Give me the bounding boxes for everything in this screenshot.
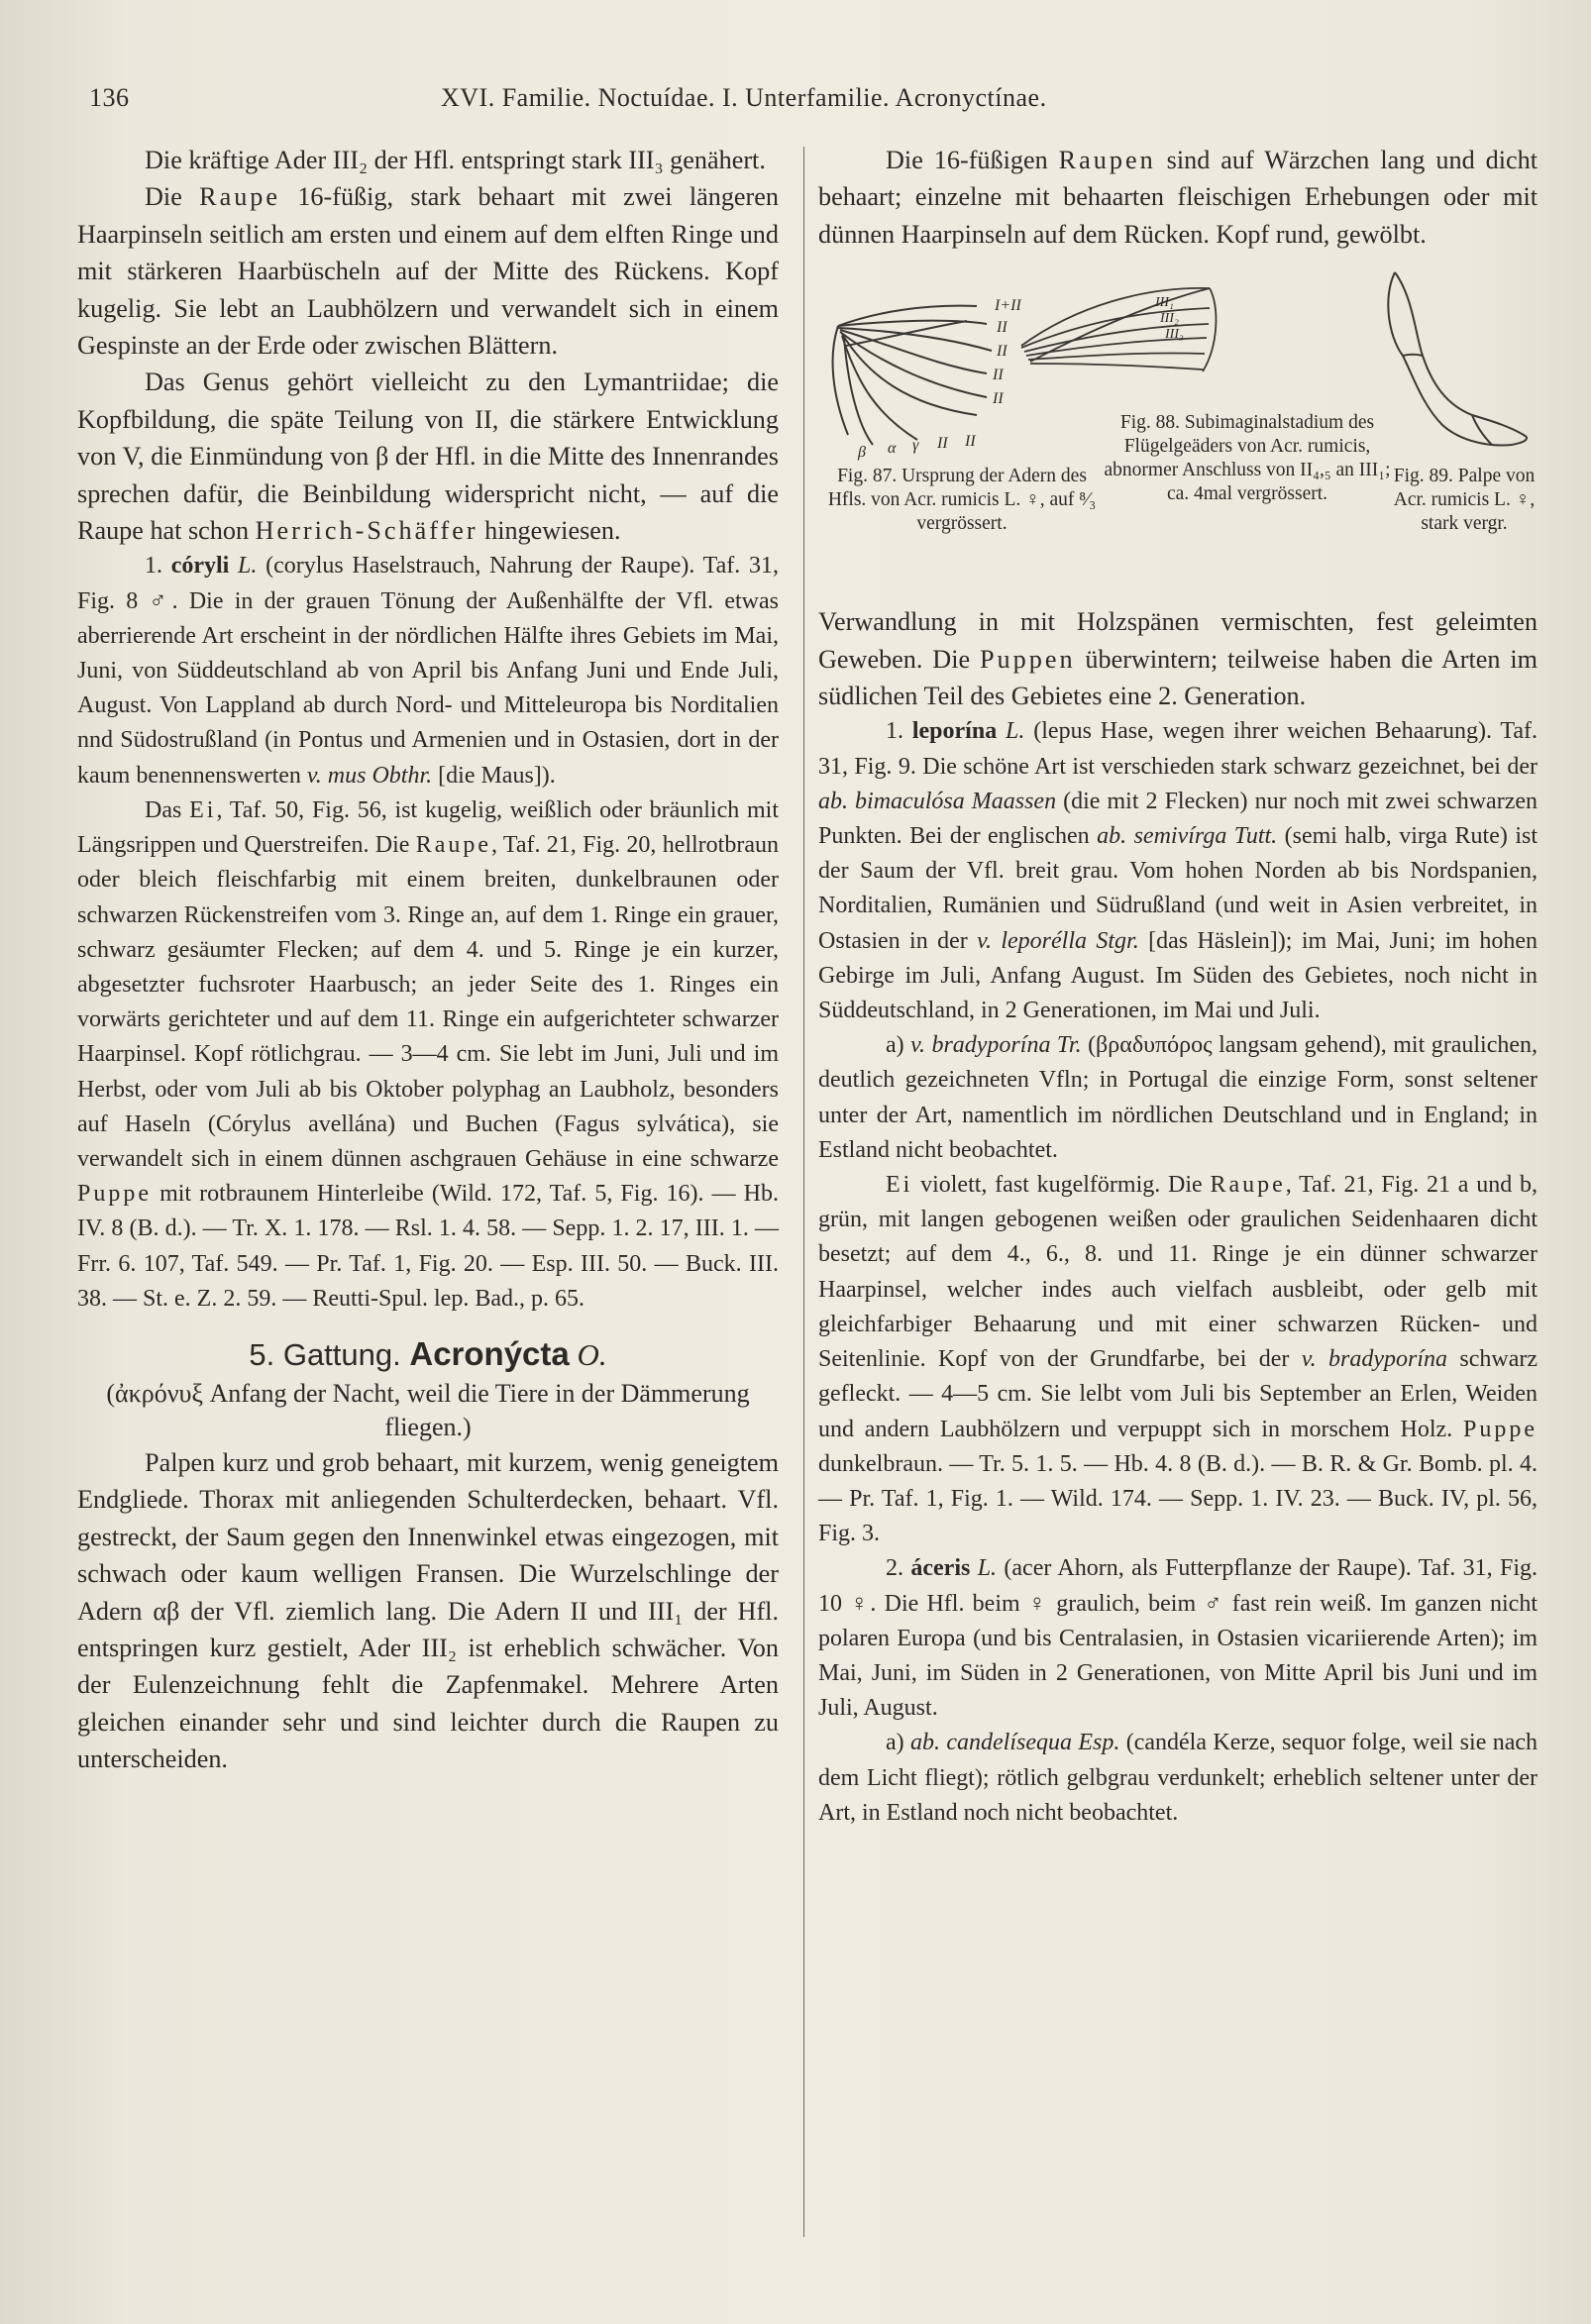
- svg-text:III₃: III₃: [1165, 327, 1184, 343]
- running-title: XVI. Familie. Noctuídae. I. Unterfamilie. Acronyctínae.: [441, 83, 1047, 112]
- svg-text:I+II: I+II: [995, 297, 1021, 315]
- figure-89-caption: Fig. 89. Palpe von Acr. rumicis L. ♀, stark vergr.: [1393, 466, 1536, 535]
- species-aceris: 2. áceris L. (acer Ahorn, als Futterpflanze der Raupe). Taf. 31, Fig. 10 ♀. Die Hfl. beim ♀ graulich, beim ♂ fast rein weiß. Im ganzen nicht polaren Europa (und bis Centralasien, in Ostasien vicariierende Arten); im Mai, Juni, im Süden in 2 Generationen, von Mitte April bis Juni und im Juli, August.: [818, 1555, 1538, 1722]
- variety-bradyporina: a) v. bradyporína Tr. (βραδυπόρος langsam gehend), mit graulichen, deutlich gezeichneten Vfln; in Portugal die einzige Form, sonst seltener unter der Art, namentlich im nördlichen Deutschland und in England; in Estland nicht beobachtet.: [818, 1032, 1538, 1163]
- svg-text:II: II: [997, 343, 1008, 361]
- variety-name: v. mus Obthr.: [306, 762, 433, 789]
- aberration-candelisequa: a) ab. candelísequa Esp. (candéla Kerze, sequor folge, weil sie nach dem Licht fliegt); rötlich gelbgrau verdunkelt; erheblich seltener unter der Art, in Estland noch nicht beobachtet.: [818, 1730, 1538, 1826]
- species-coryli: 1. córyli L. (corylus Haselstrauch, Nahrung der Raupe). Taf. 31, Fig. 8 ♂. Die in der grauen Tönung der Außenhälfte der Vfl. etwas aberrierende Art erscheint in der nördlichen Hälfte ihres Gebiets im Mai, Juni, von Süddeutschland ab von April bis Anfang Juni und Ende Juli, August. Von Lappland ab durch Nord- und Mitteleuropa bis Norditalien nnd Südostrußland (in Pontus und Armenien und in Ostasien, dort in der kaum benennenswerten v. mus Obthr. [die Maus]).: [77, 553, 779, 789]
- genus-heading: 5. Gattung. Acronýcta O.: [249, 1334, 607, 1372]
- figure-88-caption: Fig. 88. Subimaginalstadium des Flügelgeäders von Acr. rumicis, abnormer Anschluss von II₄,₅ an III₁; ca. 4mal vergrössert.: [1104, 412, 1391, 505]
- figure-87-venation: [833, 306, 992, 445]
- running-header: [89, 83, 1502, 123]
- figure-88-venation: [1021, 288, 1216, 371]
- svg-text:II: II: [993, 367, 1004, 384]
- genus-etymology: (ἀκρόνυξ Anfang der Nacht, weil die Tiere in der Dämmerung fliegen.): [106, 1378, 750, 1441]
- author-name: Herrich-Schäffer: [255, 516, 478, 546]
- paragraph-genus: Das Genus gehört vielleicht zu den Lymantriidae; die Kopfbildung, die späte Teilung von II, die stärkere Entwicklung von V, die Einmündung von β der Hfl. in die Mitte des Innenrandes sprechen dafür, die Beinbildung widerspricht nicht, — auf die Raupe hat schon Herrich-Schäffer hingewiesen.: [77, 368, 779, 546]
- svg-text:α: α: [888, 440, 897, 458]
- svg-text:β: β: [858, 444, 866, 462]
- right-column: [818, 142, 1538, 1831]
- column-divider: [803, 147, 804, 2237]
- paragraph-raupe: Die Raupe 16-füßig, stark behaart mit zwei längeren Haarpinseln seitlich am ersten und einem auf dem elften Ringe und mit stärkeren Haarbüscheln auf der Mitte des Rückens. Kopf kugelig. Sie lebt an Laubhölzern und verwandelt sich in einem Gespinste an der Erde oder zwischen Blättern.: [77, 182, 779, 361]
- page-number: 136: [89, 83, 130, 112]
- svg-text:II: II: [937, 435, 948, 453]
- svg-text:II: II: [993, 390, 1004, 408]
- paragraph-ader: Die kräftige Ader III₂ der Hfl. entspringt stark III₃ genähert.: [145, 146, 766, 174]
- species-name: leporína: [911, 718, 998, 745]
- svg-text:II: II: [997, 319, 1008, 337]
- paragraph-ei-coryli: Das Ei, Taf. 50, Fig. 56, ist kugelig, weißlich oder bräunlich mit Längsrippen und Querstreifen. Die Raupe, Taf. 21, Fig. 20, hellrotbraun oder bleich fleischfarbig mit einem breiten, dunkelbraunen oder schwarzen Rückenstreifen vom 3. Ringe an, auf dem 1. Ringe ein grauer, schwarz gesäumter Flecken; auf dem 4. und 5. Ringe je ein kurzer, abgesetzter fuchsroter Haarbusch; an jeder Seite des 1. Ringes ein vorwärts gerichteter und auf dem 11. Ringe ein aufgerichteter schwarzer Haarpinsel. Kopf rötlichgrau. — 3—4 cm. Sie lebt im Juni, Juli und im Herbst, oder vom Juli ab bis Oktober polyphag an Laubholz, besonders auf Haseln (Córylus avellána) und Buchen (Fagus sylvática), sie verwandelt sich in einem dünnen aschgrauen Gehäuse in eine schwarze Puppe mit rotbraunem Hinterleibe (Wild. 172, Taf. 5, Fig. 16). — Hb. IV. 8 (B. d.). — Tr. X. 1. 178. — Rsl. 1. 4. 58. — Sepp. 1. 2. 17, III. 1. — Frr. 6. 107, Taf. 549. — Pr. Taf. 1, Fig. 20. — Esp. III. 50. — Buck. III. 38. — St. e. Z. 2. 59. — Reutti-Spul. lep. Bad., p. 65.: [77, 796, 780, 1312]
- genus-name: Acronýcta: [409, 1334, 570, 1372]
- svg-text:γ: γ: [912, 437, 919, 455]
- species-name: córyli: [170, 553, 230, 580]
- left-column: [77, 142, 779, 1778]
- figure-89-palp: [1388, 272, 1527, 445]
- paragraph-ei-leporina: Ei violett, fast kugelförmig. Die Raupe, Taf. 21, Fig. 21 a und b, grün, mit langen gebogenen weißen oder graulichen Seidenhaaren dicht besetzt; auf dem 4., 6., 8. und 11. Ringe je ein dünner schwarzer Haarpinsel, welcher indes auch vielfach ausbleibt, oder gelb mit gleichfarbiger Behaarung und mit einer schwarzen Rücken- und Seitenlinie. Kopf von der Grundfarbe, bei der v. bradyporína schwarz gefleckt. — 4—5 cm. Sie lelbt vom Juli bis September an Erlen, Weiden und andern Laubhölzern und verpuppt sich in morschem Holz. Puppe dunkelbraun. — Tr. 5. 1. 5. — Hb. 4. 8 (B. d.). — B. R. & Gr. Bomb. pl. 4. — Pr. Taf. 1, Fig. 1. — Wild. 174. — Sepp. 1. IV. 23. — Buck. IV, pl. 56, Fig. 3.: [818, 1172, 1538, 1547]
- svg-text:III₂: III₂: [1160, 311, 1179, 327]
- species-name: áceris: [910, 1555, 971, 1582]
- figure-88-labels: [1154, 295, 1184, 342]
- species-leporina: 1. leporína L. (lepus Hase, wegen ihrer weichen Behaarung). Taf. 31, Fig. 9. Die schöne Art ist verschieden stark schwarz gezeichnet, bei der ab. bimaculósa Maassen (die mit 2 Flecken) nur noch mit zwei schwarzen Punkten. Bei der englischen ab. semivírga Tutt. (semi halb, virga Rute) ist der Saum der Vfl. breit grau. Vom hohen Norden ab bis Nordspanien, Norditalien, Rumänien und Südrußland (und weit in Asien verbreitet, in Ostasien in der v. leporélla Stgr. [das Häslein]); im Mai, Juni; im hohen Gebirge im Juli, Anfang August. Im Süden des Gebietes, noch nicht in Süddeutschland, in 2 Generationen, im Mai und Juli.: [818, 718, 1538, 1024]
- figure-group: [818, 266, 1538, 581]
- paragraph-raupen: Die 16-füßigen Raupen sind auf Wärzchen lang und dicht behaart; einzelne mit behaarten fleischigen Erhebungen oder mit dünnen Haarpinseln auf dem Rücken. Kopf rund, gewölbt.: [818, 146, 1538, 249]
- svg-text:II: II: [965, 433, 976, 451]
- paragraph-verwandlung: Verwandlung in mit Holzspänen vermischten, fest geleimten Geweben. Die Puppen überwintern; teilweise haben die Arten im südlichen Teil des Gebietes eine 2. Generation.: [818, 607, 1538, 711]
- svg-text:III₁: III₁: [1155, 295, 1174, 311]
- genus-description: Palpen kurz und grob behaart, mit kurzem, wenig geneigtem Endgliede. Thorax mit anliegenden Schulterdecken, behaart. Vfl. gestreckt, der Saum gegen den Innenwinkel etwas eingezogen, mit schwach oder kaum welligen Fransen. Die Wurzelschlinge der Adern αβ der Vfl. ziemlich lang. Die Adern II und III₁ der Hfl. entspringen kurz gestielt, Ader III₂ ist erheblich schwächer. Von der Eulenzeichnung fehlt die Zapfenmakel. Mehrere Arten gleichen einander sehr und sind leichter durch die Raupen zu unterscheiden.: [77, 1447, 779, 1774]
- term-raupe: Raupe: [199, 182, 281, 212]
- figure-87-caption: Fig. 87. Ursprung der Adern des Hfls. von Acr. rumicis L. ♀, auf ⁸⁄₃ vergrössert.: [827, 466, 1097, 535]
